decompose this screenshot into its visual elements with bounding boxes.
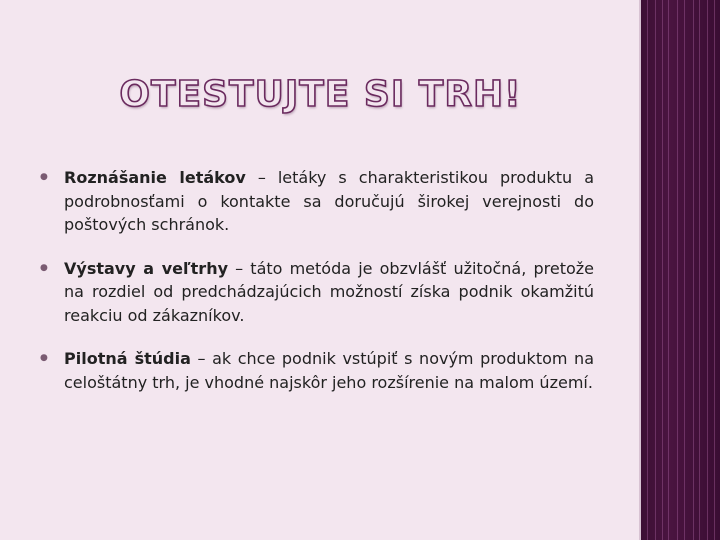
bullet-icon: ● — [40, 172, 48, 182]
bullet-text: – táto metóda je obzvlášť užitočná, pretože na rozdiel od predchádzajúcich možností získa podnik okamžitú reakciu od zákazníkov. — [64, 258, 595, 325]
bullet-text: – ak chce podnik vstúpiť s novým produktom na celoštátny trh, je vhodné najskôr jeho rozšírenie na malom území. — [64, 349, 595, 392]
slide-title: OTESTUJTE SI TRH! — [119, 74, 522, 115]
list-item — [40, 166, 594, 237]
bullet-list — [40, 166, 594, 414]
list-item — [40, 347, 594, 394]
bullet-term: Výstavy a veľtrhy — [64, 258, 229, 278]
bullet-text: – letáky s charakteristikou produktu a podrobnosťami o kontakte sa doručujú širokej verejnosti do poštových schránok. — [64, 168, 595, 234]
bullet-term: Roznášanie letákov — [64, 168, 246, 187]
list-item — [40, 257, 594, 328]
bullet-icon: ● — [40, 262, 48, 273]
bullet-term: Pilotná štúdia — [64, 349, 191, 368]
bullet-icon: ● — [40, 353, 48, 363]
decorative-side-band — [641, 0, 720, 540]
